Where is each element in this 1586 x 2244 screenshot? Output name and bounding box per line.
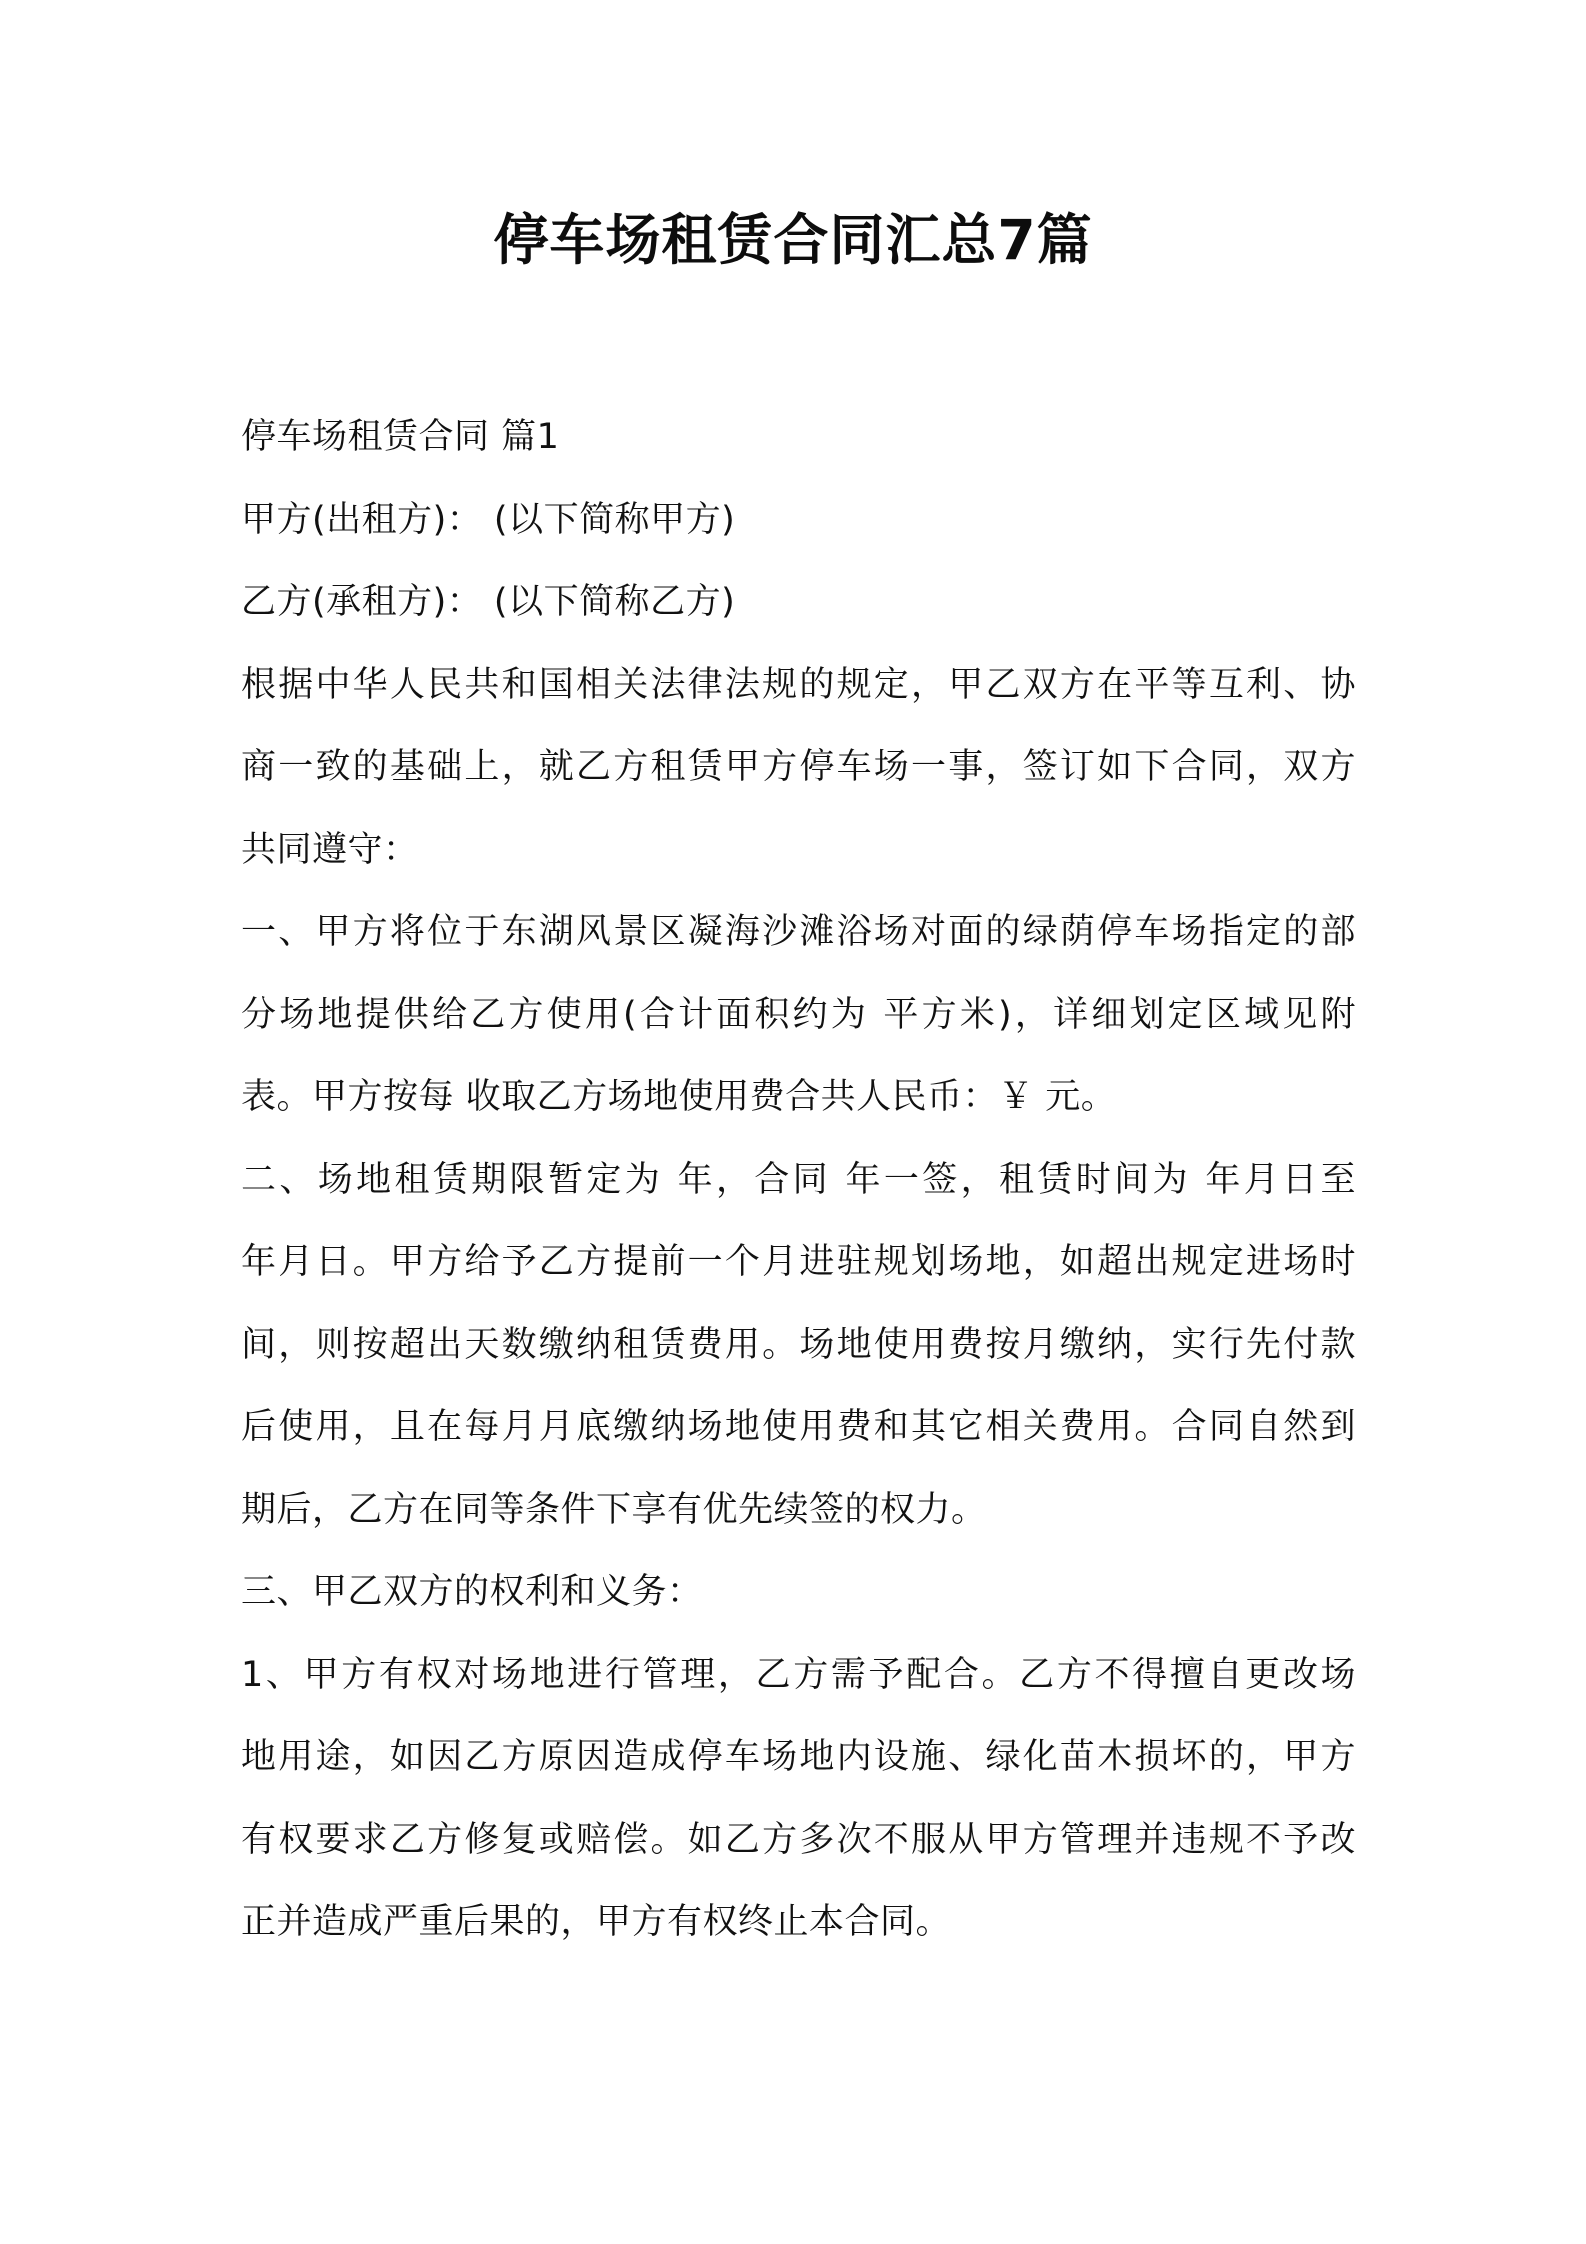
section-heading: 停车场租赁合同 篇1 (241, 417, 560, 457)
paragraph-line: 一、甲方将位于东湖风景区凝海沙滩浴场对面的绿荫停车场指定的部 (241, 912, 1356, 952)
document-title: 停车场租赁合同汇总7篇 (493, 208, 1093, 272)
paragraph-line: 根据中华人民共和国相关法律法规的规定，甲乙双方在平等互利、协 (241, 664, 1356, 705)
paragraph-line: 有权要求乙方修复或赔偿。如乙方多次不服从甲方管理并违规不予改 (241, 1819, 1356, 1860)
paragraph-line: 年月日。甲方给予乙方提前一个月进驻规划场地，如超出规定进场时 (241, 1242, 1356, 1282)
paragraph-line: 1、甲方有权对场地进行管理，乙方需予配合。乙方不得擅自更改场 (241, 1654, 1356, 1695)
paragraph-line: 商一致的基础上，就乙方租赁甲方停车场一事，签订如下合同，双方 (241, 747, 1356, 787)
paragraph-line: 期后，乙方在同等条件下享有优先续签的权力。 (241, 1489, 987, 1530)
paragraph-line: 表。甲方按每 收取乙方场地使用费合共人民币：￥ 元。 (241, 1077, 1117, 1117)
document-body (241, 396, 1356, 1964)
party-b-line: 乙方(承租方)： (以下简称乙方) (241, 582, 736, 622)
paragraph-line: 地用途，如因乙方原因造成停车场地内设施、绿化苗木损坏的，甲方 (241, 1737, 1356, 1777)
party-a-line: 甲方(出租方)： (以下简称甲方) (241, 499, 736, 540)
paragraph-line: 二、场地租赁期限暂定为 年，合同 年一签，租赁时间为 年月日至 (241, 1159, 1356, 1200)
paragraph-line: 三、甲乙双方的权利和义务： (241, 1572, 703, 1612)
paragraph-line: 正并造成严重后果的，甲方有权终止本合同。 (241, 1902, 952, 1942)
paragraph-line: 后使用，且在每月月底缴纳场地使用费和其它相关费用。合同自然到 (241, 1407, 1356, 1447)
paragraph-line: 间，则按超出天数缴纳租赁费用。场地使用费按月缴纳，实行先付款 (241, 1324, 1356, 1365)
paragraph-line: 分场地提供给乙方使用(合计面积约为 平方米)，详细划定区域见附 (241, 994, 1356, 1035)
paragraph-line: 共同遵守： (241, 829, 419, 870)
